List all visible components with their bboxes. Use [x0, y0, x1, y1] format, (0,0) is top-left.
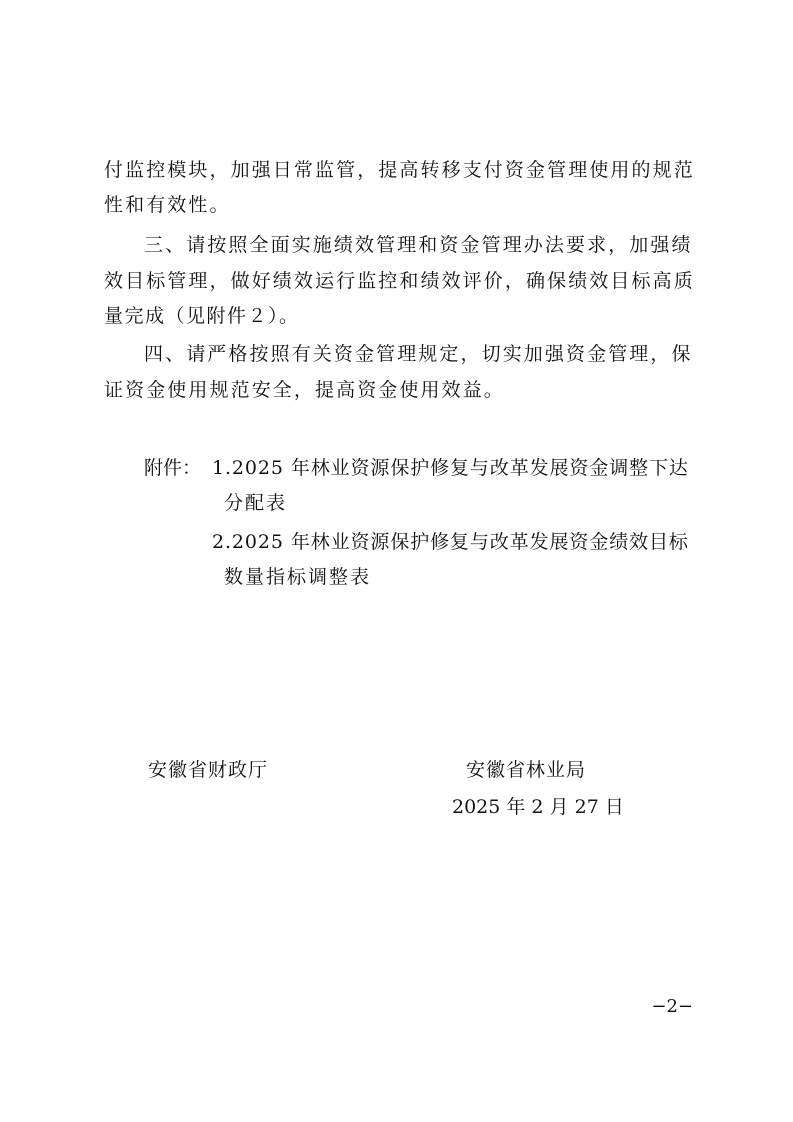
paragraph-line: 付监控模块，加强日常监管，提高转移支付资金管理使用的规范 — [104, 159, 695, 181]
paragraph-line: 效目标管理，做好绩效运行监控和绩效评价，确保绩效目标高质 — [104, 270, 695, 292]
paragraph-line: 三、请按照全面实施绩效管理和资金管理办法要求，加强绩 — [144, 234, 693, 256]
issue-date: 2025 年 2 月 27 日 — [452, 796, 624, 818]
paragraph-line: 性和有效性。 — [104, 194, 231, 216]
attachment-item-2: 2.2025 年林业资源保护修复与改革发展资金绩效目标 — [212, 531, 689, 553]
attachments-label: 附件： — [144, 457, 202, 479]
page-number: −2− — [651, 996, 693, 1017]
paragraph-line: 四、请严格按照有关资金管理规定，切实加强资金管理，保 — [144, 343, 693, 365]
paragraph-line: 证资金使用规范安全，提高资金使用效益。 — [104, 379, 505, 401]
issuer-forestry-bureau: 安徽省林业局 — [466, 759, 587, 781]
attachment-item-1: 1.2025 年林业资源保护修复与改革发展资金调整下达 — [212, 457, 689, 479]
attachment-item-2-continuation: 数量指标调整表 — [224, 566, 372, 588]
attachment-item-1-continuation: 分配表 — [224, 492, 288, 514]
paragraph-line: 量完成（见附件２）。 — [104, 305, 300, 327]
issuer-finance-department: 安徽省财政厅 — [148, 759, 269, 781]
